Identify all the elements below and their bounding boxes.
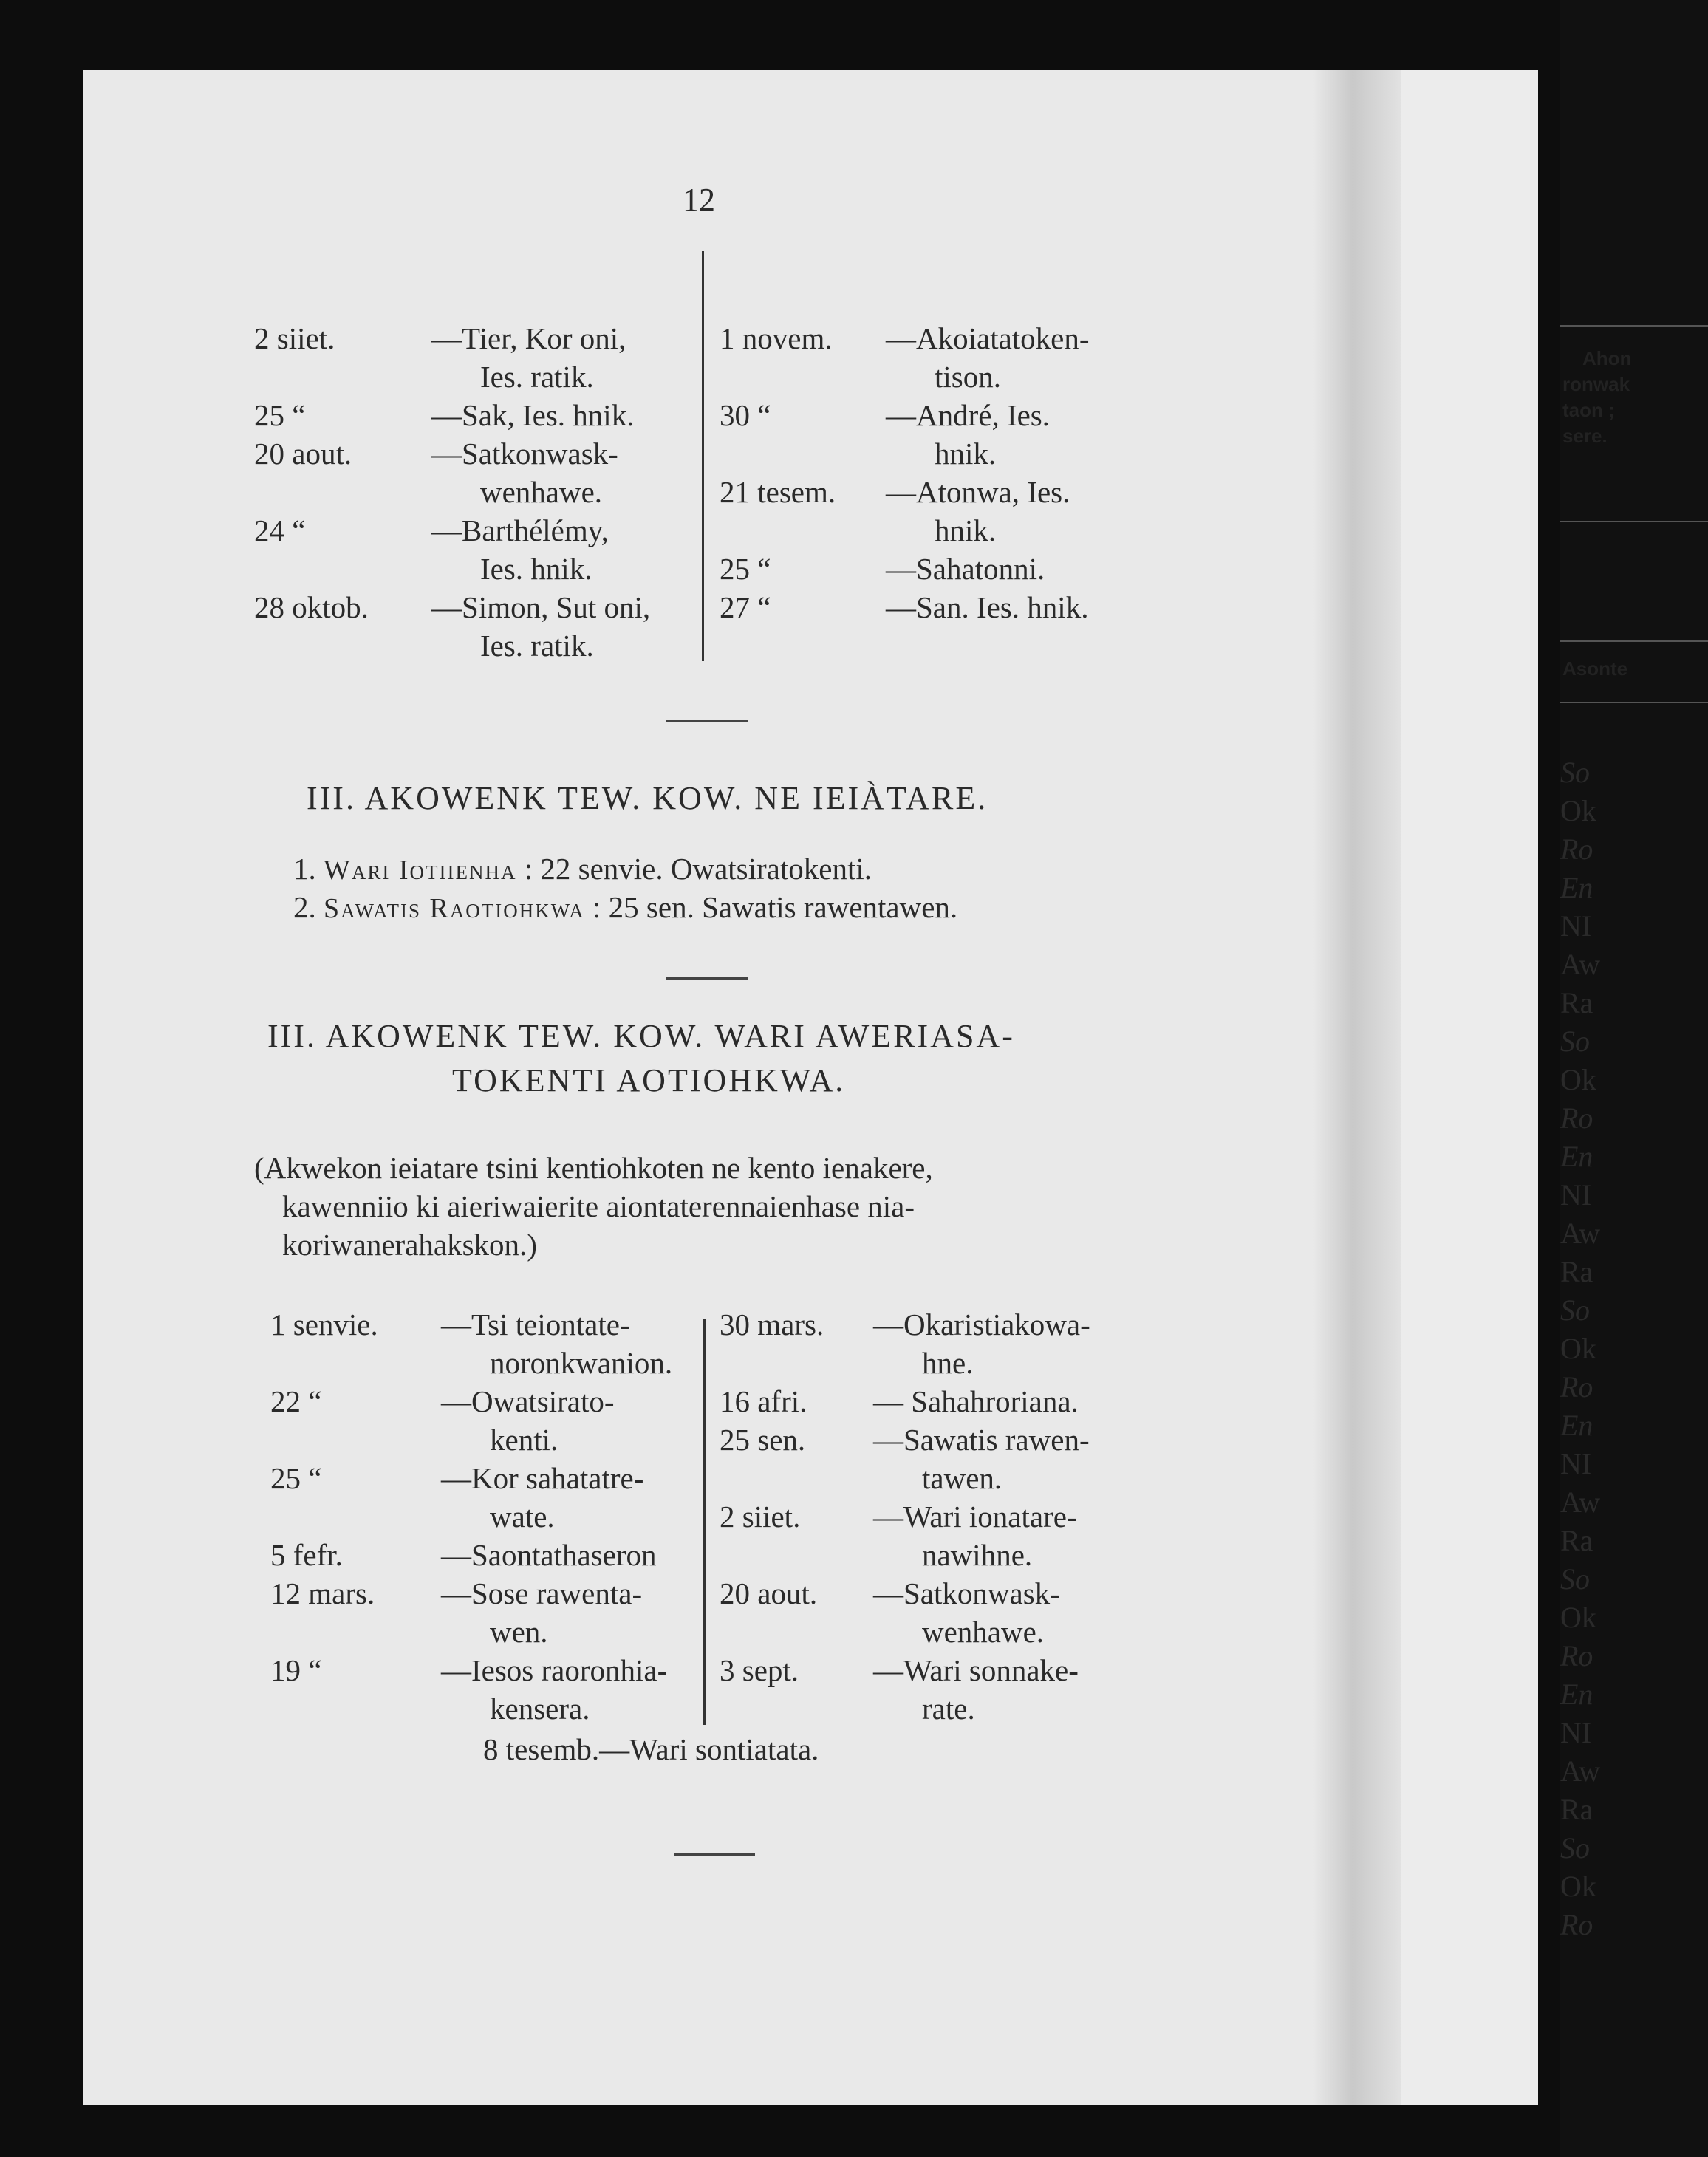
- right-page-abbreviation: Aw: [1560, 1486, 1601, 1519]
- right-page-abbreviation: Ro: [1560, 1908, 1593, 1941]
- right-page-abbreviation: Ra: [1560, 986, 1593, 1019]
- feast-entry: —Barthélémy,: [431, 513, 609, 547]
- feast-date: 20 aout.: [254, 437, 352, 471]
- feast-date: 20 aout.: [720, 1576, 818, 1610]
- feast-entry: —San. Ies. hnik.: [886, 590, 1089, 624]
- feast-entry: rate.: [922, 1692, 975, 1726]
- right-page-abbreviation: En: [1560, 871, 1593, 904]
- section-2-heading: III. AKOWENK TEW. KOW. NE IEIÀTARE.: [307, 780, 988, 816]
- feast-date: 22 “: [270, 1384, 322, 1418]
- feast-date: 24 “: [254, 513, 306, 547]
- section-3-heading-line-2: TOKENTI AOTIOHKWA.: [452, 1062, 846, 1098]
- right-page-abbreviation: NI: [1560, 1447, 1592, 1480]
- item-text: : 25 sen. Sawatis rawentawen.: [592, 890, 958, 924]
- item-text: : 22 senvie. Owatsiratokenti.: [524, 852, 872, 886]
- feast-date: 25 “: [720, 552, 771, 586]
- feast-entry: Ies. hnik.: [480, 552, 592, 586]
- feast-entry: —Sawatis rawen-: [873, 1423, 1090, 1457]
- section-3-heading-line-1: III. AKOWENK TEW. KOW. WARI AWERIASA-: [267, 1018, 1015, 1054]
- feast-date: 30 “: [720, 398, 771, 432]
- feast-entry: hne.: [922, 1346, 974, 1380]
- right-page-header-line: sere.: [1562, 425, 1608, 447]
- feast-entry: —Wari ionatare-: [873, 1500, 1077, 1534]
- right-page-abbreviation: NI: [1560, 1178, 1592, 1211]
- right-page-abbreviation: So: [1560, 1831, 1590, 1864]
- feast-entry: —Satkonwask-: [431, 437, 618, 471]
- rule: [1560, 702, 1708, 703]
- rule: [1560, 325, 1708, 327]
- item-number: 2.: [293, 890, 316, 924]
- right-page-abbreviation: Ro: [1560, 1370, 1593, 1404]
- column-divider: [703, 1319, 706, 1725]
- right-page-abbreviation: Ok: [1560, 1601, 1596, 1634]
- right-page-abbreviation: Aw: [1560, 948, 1601, 981]
- feast-table-2-last-entry: 8 tesemb.—Wari sontiatata.: [483, 1732, 819, 1766]
- feast-entry: —Sose rawenta-: [441, 1576, 643, 1610]
- right-page-fragment: [1401, 70, 1632, 2105]
- right-page-abbreviation: So: [1560, 756, 1590, 789]
- feast-date: 19 “: [270, 1653, 322, 1687]
- feast-entry: tison.: [935, 360, 1001, 394]
- item-name: Wari Iotiienha: [324, 855, 517, 886]
- feast-entry: hnik.: [935, 437, 997, 471]
- right-page-abbreviation: Ra: [1560, 1793, 1593, 1826]
- right-page-abbreviation: So: [1560, 1293, 1590, 1327]
- feast-entry: —Sak, Ies. hnik.: [431, 398, 635, 432]
- feast-entry: —Kor sahatatre-: [441, 1461, 644, 1495]
- section-rule: [666, 977, 748, 980]
- feast-entry: —Owatsirato-: [441, 1384, 615, 1418]
- feast-entry: wenhawe.: [480, 475, 603, 509]
- feast-entry: —Simon, Sut oni,: [431, 590, 651, 624]
- feast-entry: —Iesos raoronhia-: [441, 1653, 668, 1687]
- feast-entry: nawihne.: [922, 1538, 1033, 1572]
- feast-entry: —André, Ies.: [886, 398, 1051, 432]
- page-number: 12: [683, 182, 715, 218]
- right-page-abbreviation: Ok: [1560, 1870, 1596, 1903]
- feast-entry: —Tsi teiontate-: [441, 1307, 630, 1341]
- feast-entry: —Wari sonnake-: [873, 1653, 1079, 1687]
- column-divider: [702, 251, 704, 661]
- feast-date: 12 mars.: [270, 1576, 375, 1610]
- right-page-abbreviation: Ok: [1560, 794, 1596, 827]
- feast-entry: —Satkonwask-: [873, 1576, 1060, 1610]
- item-number: 1.: [293, 852, 316, 886]
- feast-entry: wenhawe.: [922, 1615, 1045, 1649]
- right-page-abbreviation: Ro: [1560, 1101, 1593, 1135]
- rule: [1560, 521, 1708, 522]
- section-2-item: [293, 848, 872, 891]
- right-page-header-line: Ahon: [1582, 347, 1632, 369]
- right-page-header-line: taon ;: [1562, 399, 1615, 421]
- book-gutter: [1313, 70, 1401, 2105]
- section-3-note-line: kawenniio ki aieriwaierite aiontaterennaienhase nia-: [282, 1189, 915, 1223]
- right-page-abbreviation: En: [1560, 1409, 1593, 1442]
- left-page: [83, 70, 1313, 2105]
- feast-date: 27 “: [720, 590, 771, 624]
- feast-entry: hnik.: [935, 513, 997, 547]
- right-page-abbreviation: So: [1560, 1025, 1590, 1058]
- right-page-abbreviation: So: [1560, 1562, 1590, 1596]
- right-page-abbreviation: Ra: [1560, 1524, 1593, 1557]
- feast-entry: wate.: [490, 1500, 555, 1534]
- feast-entry: Ies. ratik.: [480, 629, 594, 663]
- section-3-note-line: koriwanerahakskon.): [282, 1228, 537, 1262]
- section-rule: [666, 720, 748, 722]
- feast-entry: —Atonwa, Ies.: [886, 475, 1070, 509]
- right-page-abbreviation: En: [1560, 1678, 1593, 1711]
- section-3-note-line: (Akwekon ieiatare tsini kentiohkoten ne kento ienakere,: [254, 1151, 933, 1185]
- feast-date: 25 “: [254, 398, 306, 432]
- feast-entry: —Tier, Kor oni,: [431, 321, 626, 355]
- right-page-abbreviation: Ok: [1560, 1063, 1596, 1096]
- feast-date: 16 afri.: [720, 1384, 807, 1418]
- feast-entry: —Sahatonni.: [886, 552, 1045, 586]
- feast-date: 2 siiet.: [254, 321, 335, 355]
- feast-entry: Ies. ratik.: [480, 360, 594, 394]
- feast-entry: — Sahahroriana.: [873, 1384, 1079, 1418]
- feast-entry: —Okaristiakowa-: [873, 1307, 1090, 1341]
- right-page-abbreviation: NI: [1560, 1716, 1592, 1749]
- feast-date: 25 sen.: [720, 1423, 806, 1457]
- feast-entry: —Saontathaseron: [441, 1538, 657, 1572]
- feast-date: 21 tesem.: [720, 475, 836, 509]
- feast-entry: kenti.: [490, 1423, 558, 1457]
- feast-date: 3 sept.: [720, 1653, 799, 1687]
- feast-date: 2 siiet.: [720, 1500, 801, 1534]
- book-spread: [83, 70, 1632, 2105]
- right-page-abbreviation: Ra: [1560, 1255, 1593, 1288]
- feast-date: 1 senvie.: [270, 1307, 378, 1341]
- feast-entry: wen.: [490, 1615, 548, 1649]
- feast-entry: —Akoiatatoken-: [886, 321, 1090, 355]
- rule: [1560, 640, 1708, 642]
- right-page-abbreviation: Aw: [1560, 1217, 1601, 1250]
- feast-entry: tawen.: [922, 1461, 1002, 1495]
- right-page-abbreviation: NI: [1560, 909, 1592, 943]
- section-rule: [674, 1853, 755, 1856]
- section-2-item: [293, 886, 957, 929]
- right-page-abbreviation: Ro: [1560, 1639, 1593, 1672]
- right-page-abbreviation: Ro: [1560, 833, 1593, 866]
- right-page-abbreviation: Aw: [1560, 1754, 1601, 1788]
- right-page-label: Asonte: [1562, 657, 1628, 680]
- feast-date: 5 fefr.: [270, 1538, 343, 1572]
- feast-date: 25 “: [270, 1461, 322, 1495]
- right-page-header-line: ronwak: [1562, 373, 1630, 395]
- right-page-abbreviation: Ok: [1560, 1332, 1596, 1365]
- item-name: Sawatis Raotiohkwa: [324, 893, 585, 924]
- feast-date: 1 novem.: [720, 321, 833, 355]
- feast-entry: kensera.: [490, 1692, 590, 1726]
- feast-date: 28 oktob.: [254, 590, 369, 624]
- right-page-abbreviation: En: [1560, 1140, 1593, 1173]
- feast-date: 30 mars.: [720, 1307, 824, 1341]
- feast-entry: noronkwanion.: [490, 1346, 673, 1380]
